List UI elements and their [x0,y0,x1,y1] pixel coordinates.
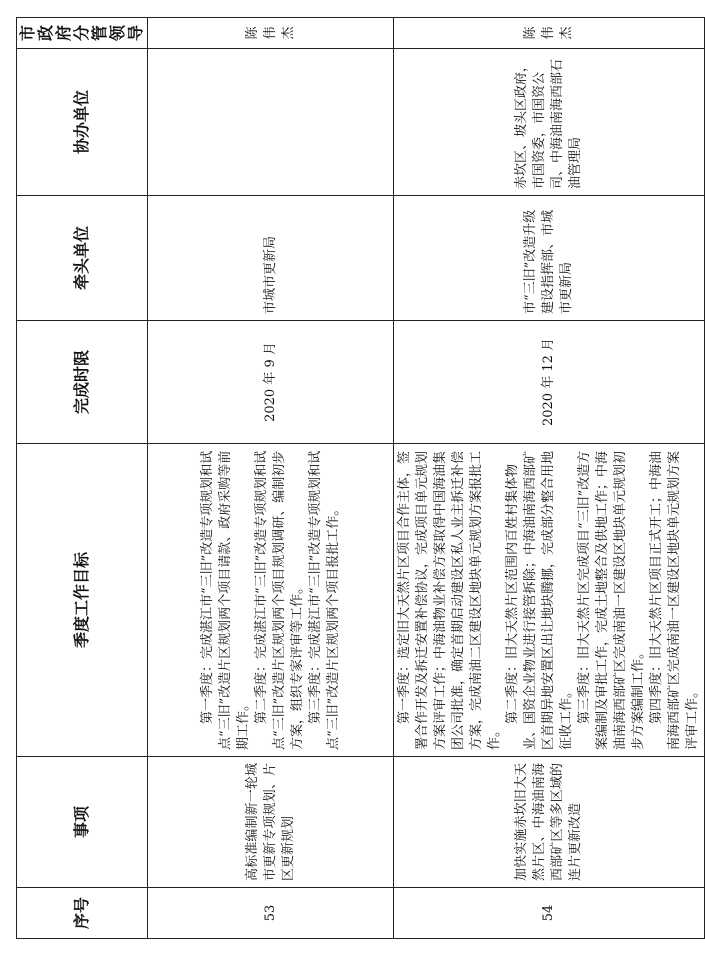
row-lead-unit: 市“三旧”改造升级建设指挥部、市城市更新局 [394,196,705,321]
table-row [394,18,705,939]
header-time: 完成时限 [17,321,148,444]
row-leader: 陈伟杰 [394,18,705,49]
row-item: 加快实施赤坎旧大天然片区、中海油南海西部矿区等多区域的连片更新改造 [394,757,705,888]
goal-q3: 第三季度：完成湛江市“三旧”改造专项规划和试点“三旧”改造片区规划两个项目报批工作。 [307,450,341,750]
row-goals [394,444,705,757]
row-number: 53 [148,888,394,939]
header-leader: 市政府分管领导 [17,18,148,49]
row-number: 54 [394,888,705,939]
work-plan-table [16,17,705,939]
row-lead-unit: 市城市更新局 [148,196,394,321]
goal-q4: 第四季度：旧大天然片区项目正式开工；中海油南海西部矿区完成南油一区建设区地块单元规划方案评审工作。 [649,450,700,750]
goal-q3: 第三季度：旧大天然片区完成项目“三旧”改造方案编制及审批工作，完成土地整合及供地工作；中海油南海西部矿区完成南油一区建设区地块单元规划初步方案编制工作。 [577,450,646,750]
goal-q2: 第二季度：完成湛江市“三旧”改造专项规划和试点“三旧”改造片区规划两个项目规划调研、编制初步方案，组织专家评审等工作。 [253,450,305,750]
goal-q1: 第一季度：选定旧大天然片区项目合作主体，签署合作开发及拆迁安置补偿协议，完成项目单元规划方案评审工作；中海油物业补偿方案取得中国海油集团公司批准，确定首期启动建设区私人业主拆迁补偿方案，完成南油二区建设区地块单元规划方案报批工作。 [397,450,502,750]
row-assist-unit [148,49,394,196]
row-assist-unit: 赤坎区、坡头区政府，市国资委，市国资公司、中海油南海西部石油管理局 [394,49,705,196]
row-goals [148,444,394,757]
header-assist: 协办单位 [17,49,148,196]
header-no: 序号 [17,888,148,939]
header-item: 事项 [17,757,148,888]
goal-q2: 第二季度：旧大天然片区范围内百姓村集体物业、国资企业物业进行接管拆除；中海油南海西部矿区首期异地安置区出让地块腾挪，完成部分整合用地征收工作。 [505,450,574,750]
header-lead: 牵头单位 [17,196,148,321]
header-goal: 季度工作目标 [17,444,148,757]
row-deadline: 2020 年 9 月 [148,321,394,444]
row-leader: 陈伟杰 [148,18,394,49]
table-header-row [17,18,148,939]
table-row [148,18,394,939]
goal-q1: 第一季度：完成湛江市“三旧”改造专项规划和试点“三旧”改造片区规划两个项目请款、政府采购等前期工作。 [199,450,251,750]
row-item: 高标准编制新一轮城市更新专项规划、片区更新规划 [148,757,394,888]
row-deadline: 2020 年 12 月 [394,321,705,444]
